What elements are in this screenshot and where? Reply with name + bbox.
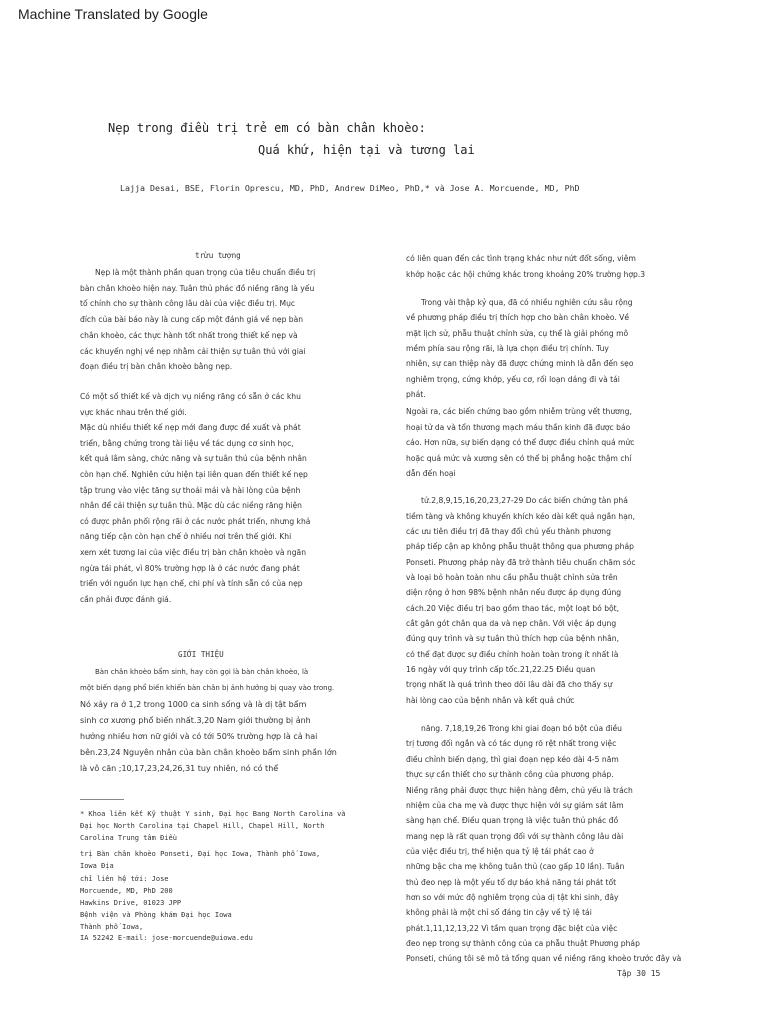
- body-line: xem xét tương lai của việc điều trị bàn chân khoèo và ngăn: [80, 548, 307, 557]
- body-line: nhân để cải thiện sự tuân thủ. Mặc dù các niềng răng hiện: [80, 501, 302, 511]
- author-list: Lajja Desai, BSE, Florin Oprescu, MD, PhD, Andrew DiMeo, PhD,* và Jose A. Morcuende, MD, PhD: [120, 183, 580, 193]
- body-line: Có một số thiết kế và dịch vụ niềng răng có sẵn ở các khu: [80, 392, 301, 401]
- body-line: không phải là một chỉ số đáng tin cậy về tỷ lệ tái: [406, 908, 592, 918]
- footnote-divider: [80, 799, 124, 800]
- body-line: hơn so với mức độ nghiêm trọng của dị tật khi sinh, đây: [406, 892, 619, 902]
- paper-title-line1: Nẹp trong điều trị trẻ em có bàn chân khoèo:: [108, 121, 426, 135]
- abstract-line: đoạn điều trị bàn chân khoèo bằng nẹp.: [80, 362, 233, 372]
- body-line: năng. 7,18,19,26 Trong khi giai đoạn bó bột của điều: [421, 724, 622, 734]
- body-line: có thể đạt được sự điều chỉnh hoàn toàn trong ít nhất là: [406, 649, 619, 659]
- body-line: cáo. Hơn nữa, sự biến dạng có thể được điều chỉnh quá mức: [406, 438, 635, 448]
- intro-line: sinh cơ xương phổ biến nhất.3,20 Nam giới thường bị ảnh: [80, 716, 311, 725]
- body-line: thủ đeo nẹp là một yếu tố dự báo khả năng tái phát tốt: [406, 877, 617, 887]
- body-line: cần phải được đánh giá.: [80, 594, 172, 604]
- body-line: tiềm tàng và không khuyến khích kéo dài kết quả ngắn hạn,: [406, 511, 636, 521]
- body-line: ngừa tái phát, vì 80% trường hợp là ở các nước đang phát: [80, 563, 300, 573]
- body-line: và loại bỏ hoàn toàn nhu cầu phẫu thuật chỉnh sửa trên: [406, 572, 618, 582]
- intro-line: hưởng nhiều hơn nữ giới và có tới 50% trường hợp là cả hai: [80, 732, 318, 741]
- footnote-line: Iowa Địa: [80, 862, 114, 870]
- footnote-line: Thành phố Iowa,: [80, 923, 144, 931]
- body-line: mang nẹp là rất quan trọng đối với sự thành công lâu dài: [406, 831, 624, 841]
- body-line: nhiệm của cha mẹ và được thực hiện với sự giám sát lâm: [406, 800, 624, 810]
- footnote-line: IA 52242 E-mail: jose-morcuende@uiowa.edu: [80, 934, 253, 942]
- body-line: có được phân phối rộng rãi ở các nước phát triển, nhưng khả: [80, 516, 311, 526]
- body-line: Ngoài ra, các biến chứng bao gồm nhiễm trùng vết thương,: [406, 407, 632, 417]
- body-line: đúng quy trình và sự tuân thủ thích hợp của bệnh nhân,: [406, 634, 619, 644]
- body-line: tử.2,8,9,15,16,20,23,27-29 Do các biến chứng tàn phá: [421, 496, 628, 506]
- intro-line: một biến dạng phổ biến khiến bàn chân bị ảnh hưởng bị quay vào trong.: [80, 684, 335, 692]
- body-line: những bậc cha mẹ không tuân thủ (cao gấp 10 lần). Tuân: [406, 862, 625, 872]
- abstract-line: Nẹp là một thành phần quan trọng của tiêu chuẩn điều trị: [95, 268, 316, 277]
- paper-title-line2: Quá khứ, hiện tại và tương lai: [258, 143, 475, 157]
- intro-line: Nó xảy ra ở 1,2 trong 1000 ca sinh sống và là dị tật bẩm: [80, 700, 307, 709]
- machine-translated-label: Machine Translated by Google: [18, 6, 208, 22]
- abstract-heading: trừu tượng: [195, 251, 241, 260]
- intro-line: Bàn chân khoèo bẩm sinh, hay còn gọi là bàn chân khoèo, là: [95, 668, 309, 676]
- body-line: điều chỉnh biến dạng, thì giai đoạn nẹp kéo dài 4-5 năm: [406, 754, 619, 764]
- footnote-line: * Khoa liên kết Kỹ thuật Y sinh, Đại học Bang North Carolina và: [80, 810, 346, 818]
- body-line: năng tiếp cận còn hạn chế ở nhiều nơi trên thế giới. Khi: [80, 532, 292, 542]
- body-line: Mặc dù nhiều thiết kế nẹp mới đang được đề xuất và phát: [80, 423, 301, 433]
- body-line: triển, bằng chứng trong tài liệu về tác dụng cơ sinh học,: [80, 438, 294, 448]
- abstract-line: đích của bài báo này là cung cấp một đánh giá về nẹp bàn: [80, 315, 304, 325]
- body-line: trọng nhất là quá trình theo dõi lâu dài đã cho thấy sự: [406, 680, 613, 690]
- body-line: phát.: [406, 390, 426, 400]
- body-line: Niềng răng phải được thực hiện hàng đêm, chủ yếu là trách: [406, 785, 633, 795]
- footnote-line: Hawkins Drive, 01023 JPP: [80, 899, 182, 907]
- intro-line: bên.23,24 Nguyên nhân của bàn chân khoèo bẩm sinh phần lớn: [80, 748, 337, 757]
- footnote-line: chỉ liên hệ tới: Jose: [80, 875, 169, 883]
- body-line: Ponseti, chúng tôi sẽ mô tả tổng quan về niềng răng khoèo trước đây và: [406, 954, 682, 964]
- body-line: kết quả lâm sàng, chức năng và sự tuân thủ của bệnh nhân: [80, 454, 307, 464]
- body-line: có liên quan đến các tình trạng khác như nứt đốt sống, viêm: [406, 254, 636, 263]
- body-line: trị tương đối ngắn và có tác dụng rõ rệt nhất trong việc: [406, 739, 617, 749]
- abstract-line: bàn chân khoèo hiện nay. Tuân thủ phác đồ niềng răng là yếu: [80, 283, 315, 293]
- body-line: pháp tiếp cận ap không phẫu thuật thông qua phương pháp: [406, 542, 634, 552]
- body-line: về phương pháp điều trị thích hợp cho bàn chân khoèo. Về: [406, 313, 630, 323]
- body-line: của việc điều trị, thể hiện qua tỷ lệ tái phát cao ở: [406, 846, 594, 856]
- abstract-line: tố chính cho sự thành công lâu dài của việc điều trị. Mục: [80, 299, 296, 309]
- body-line: vực khác nhau trên thế giới.: [80, 407, 187, 417]
- body-line: thực sự cần thiết cho sự thành công của phương pháp.: [406, 770, 614, 780]
- body-line: mặt lịch sử, phẫu thuật chỉnh sửa, cụ thể là giải phóng mô: [406, 328, 629, 338]
- body-line: sàng hạn chế. Điều quan trọng là việc tuân thủ phác đồ: [406, 816, 619, 826]
- body-line: còn hạn chế. Nghiên cứu hiện tại liên quan đến thiết kế nẹp: [80, 470, 308, 479]
- body-line: nhiên, sự can thiệp này đã được chứng minh là dẫn đến sẹo: [406, 359, 634, 369]
- page-number: Tập 30 15: [617, 969, 661, 978]
- body-line: cắt gân gót chân qua da và nẹp chân. Với việc áp dụng: [406, 619, 617, 628]
- body-line: hài lòng cao của bệnh nhân và kết quả chức: [406, 695, 575, 705]
- footnote-line: Carolina Trung tâm Điều: [80, 834, 177, 842]
- introduction-heading: GIỚI THIỆU: [178, 650, 224, 659]
- body-line: cách.20 Việc điều trị bao gồm thao tác, một loạt bó bột,: [406, 603, 620, 613]
- body-line: khớp hoặc các hội chứng khác trong khoảng 20% trường hợp.3: [406, 269, 646, 279]
- body-line: mềm phía sau rộng rãi, là lựa chọn điều trị chính. Tuy: [406, 344, 609, 354]
- body-line: đeo nẹp trong sự thành công của ca phẫu thuật Phương pháp: [406, 939, 640, 948]
- footnote-line: trị Bàn chân khoèo Ponseti, Đại học Iowa, Thành phố Iowa,: [80, 850, 321, 858]
- footnote-line: Bệnh viện và Phòng khám Đại học Iowa: [80, 911, 232, 919]
- body-line: Ponseti. Phương pháp này đã trở thành tiêu chuẩn chăm sóc: [406, 557, 636, 567]
- body-line: tập trung vào việc tăng sự thoải mái và hài lòng của bệnh: [80, 485, 301, 495]
- body-line: Trong vài thập kỷ qua, đã có nhiều nghiên cứu sâu rộng: [421, 298, 633, 307]
- body-line: các ưu tiên điều trị đã thay đổi chủ yếu thành phương: [406, 526, 611, 536]
- body-line: hoại tử da và tổn thương mạch máu thần kinh đã được báo: [406, 422, 631, 432]
- body-line: hoặc quá mức và xương sên có thể bị phẳng hoặc thậm chí: [406, 453, 632, 463]
- abstract-line: các khuyến nghị về nẹp nhằm cải thiện sự tuân thủ với giai: [80, 346, 306, 356]
- body-line: dẫn đến hoại: [406, 468, 456, 478]
- body-line: nghiêm trọng, cứng khớp, yếu cơ, rối loạn dáng đi và tái: [406, 374, 620, 384]
- body-line: phát.1,11,12,13,22 Vì tầm quan trọng đặc biệt của việc: [406, 923, 618, 933]
- footnote-line: Đại học North Carolina tại Chapel Hill, Chapel Hill, North: [80, 822, 325, 830]
- body-line: diện rộng ở hơn 98% bệnh nhân nếu được áp dụng đúng: [406, 588, 622, 598]
- body-line: 16 ngày với quy trình cấp tốc.21,22.25 Điều quan: [406, 665, 596, 675]
- abstract-line: chân khoèo, các thực hành tốt nhất trong thiết kế nẹp và: [80, 330, 298, 340]
- body-line: triển với nguồn lực hạn chế, chi phí và tính sẵn có của nẹp: [80, 579, 303, 589]
- intro-line: là vô căn ;10,17,23,24,26,31 tuy nhiên, nó có thể: [80, 764, 279, 773]
- footnote-line: Morcuende, MD, PhD 200: [80, 887, 173, 895]
